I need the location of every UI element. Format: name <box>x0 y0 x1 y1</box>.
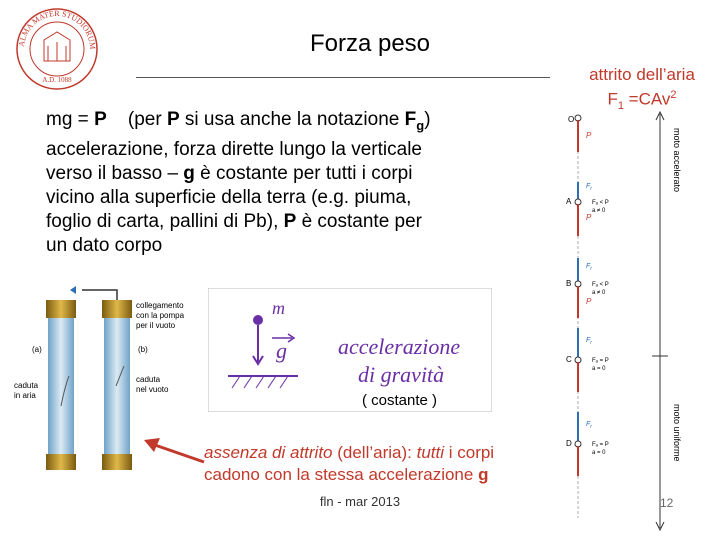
svg-text:Fr: $F_r$ <box>586 337 592 346</box>
body-line-5: foglio di carta, pallini di Pb), P è costante per <box>46 210 423 232</box>
footer-text: fln - mar 2013 <box>319 494 401 509</box>
label-uniform-motion: moto uniforme <box>672 404 682 462</box>
page-number: 12 <box>660 496 674 510</box>
point-B <box>566 258 609 318</box>
red-arrow-icon <box>140 432 206 472</box>
body-line-6: un dato corpo <box>46 234 163 256</box>
svg-text:Fₐ < P: Fₐ < P <box>592 200 609 206</box>
svg-text:Fr: $F_r$ <box>586 263 592 272</box>
caption-vacuum: caduta nel vuoto <box>136 375 169 394</box>
vector-g-label: g <box>276 338 287 363</box>
svg-text:ALMA MATER STUDIORUM: ALMA MATER STUDIORUM <box>17 8 98 50</box>
svg-text:P: P <box>586 297 592 306</box>
constant-label: ( costante ) <box>362 392 438 409</box>
svg-text:Fr: $F_r$ <box>586 183 592 192</box>
gravity-handwriting-photo <box>208 288 492 412</box>
label-accelerated-motion: moto accelerato <box>672 128 682 193</box>
svg-text:A: A <box>566 197 572 206</box>
svg-text:Fₐ < P: Fₐ < P <box>592 282 609 288</box>
title-underline <box>136 77 550 78</box>
tube-label-b: (b) <box>138 345 148 354</box>
body-line-4: vicino alla superficie della terra (e.g. piuma, <box>46 186 412 208</box>
svg-text:C: C <box>566 355 572 364</box>
page-title: Forza peso <box>309 30 431 57</box>
university-seal-logo <box>14 6 100 92</box>
caption-air: caduta in aria <box>14 381 39 400</box>
air-friction-title: attrito dell’aria <box>589 65 695 84</box>
conclusion-text <box>204 442 564 486</box>
svg-text:a = 0: a = 0 <box>592 366 606 372</box>
svg-text:P: P <box>586 213 592 222</box>
svg-text:B: B <box>566 279 572 288</box>
svg-text:Fr: $F_r$ <box>586 421 592 430</box>
body-line-3: verso il basso – g è costante per tutti i corpi <box>46 162 413 184</box>
point-C <box>566 328 609 392</box>
body-line-2: accelerazione, forza dirette lungo la verticale <box>46 138 422 160</box>
conclusion-line-2: cadono con la stessa accelerazione g <box>204 465 489 484</box>
point-A <box>566 182 609 236</box>
svg-text:A.D. 1088: A.D. 1088 <box>42 76 72 84</box>
body-text <box>46 108 556 258</box>
mass-dot <box>253 315 263 325</box>
svg-text:Fₐ = P: Fₐ = P <box>592 358 609 364</box>
svg-text:O: O <box>568 115 575 124</box>
svg-text:a ≠ 0: a ≠ 0 <box>592 290 606 296</box>
point-O <box>568 115 592 152</box>
pump-link-label: collegamento con la pompa per il vuoto <box>136 301 185 330</box>
svg-text:a = 0: a = 0 <box>592 450 606 456</box>
svg-text:Fₐ = P: Fₐ = P <box>592 442 609 448</box>
handwriting-line-2: di gravità <box>358 362 445 387</box>
point-D <box>566 412 609 476</box>
air-friction-formula: $F_1 =CAv^2$ <box>607 89 677 113</box>
svg-text:D: D <box>566 439 572 448</box>
mass-label: m <box>272 298 285 318</box>
svg-text:P: P <box>586 131 592 140</box>
tube-label-a: (a) <box>32 345 42 354</box>
conclusion-line-1: assenza di attrito (dell’aria): tutti i corpi <box>204 443 495 462</box>
handwriting-line-1: accelerazione <box>338 334 461 359</box>
falling-body-diagram <box>556 108 720 534</box>
svg-text:a ≠ 0: a ≠ 0 <box>592 208 606 214</box>
body-line-1: mg = P (per P si usa anche la notazione $F_g$) <box>46 109 431 133</box>
